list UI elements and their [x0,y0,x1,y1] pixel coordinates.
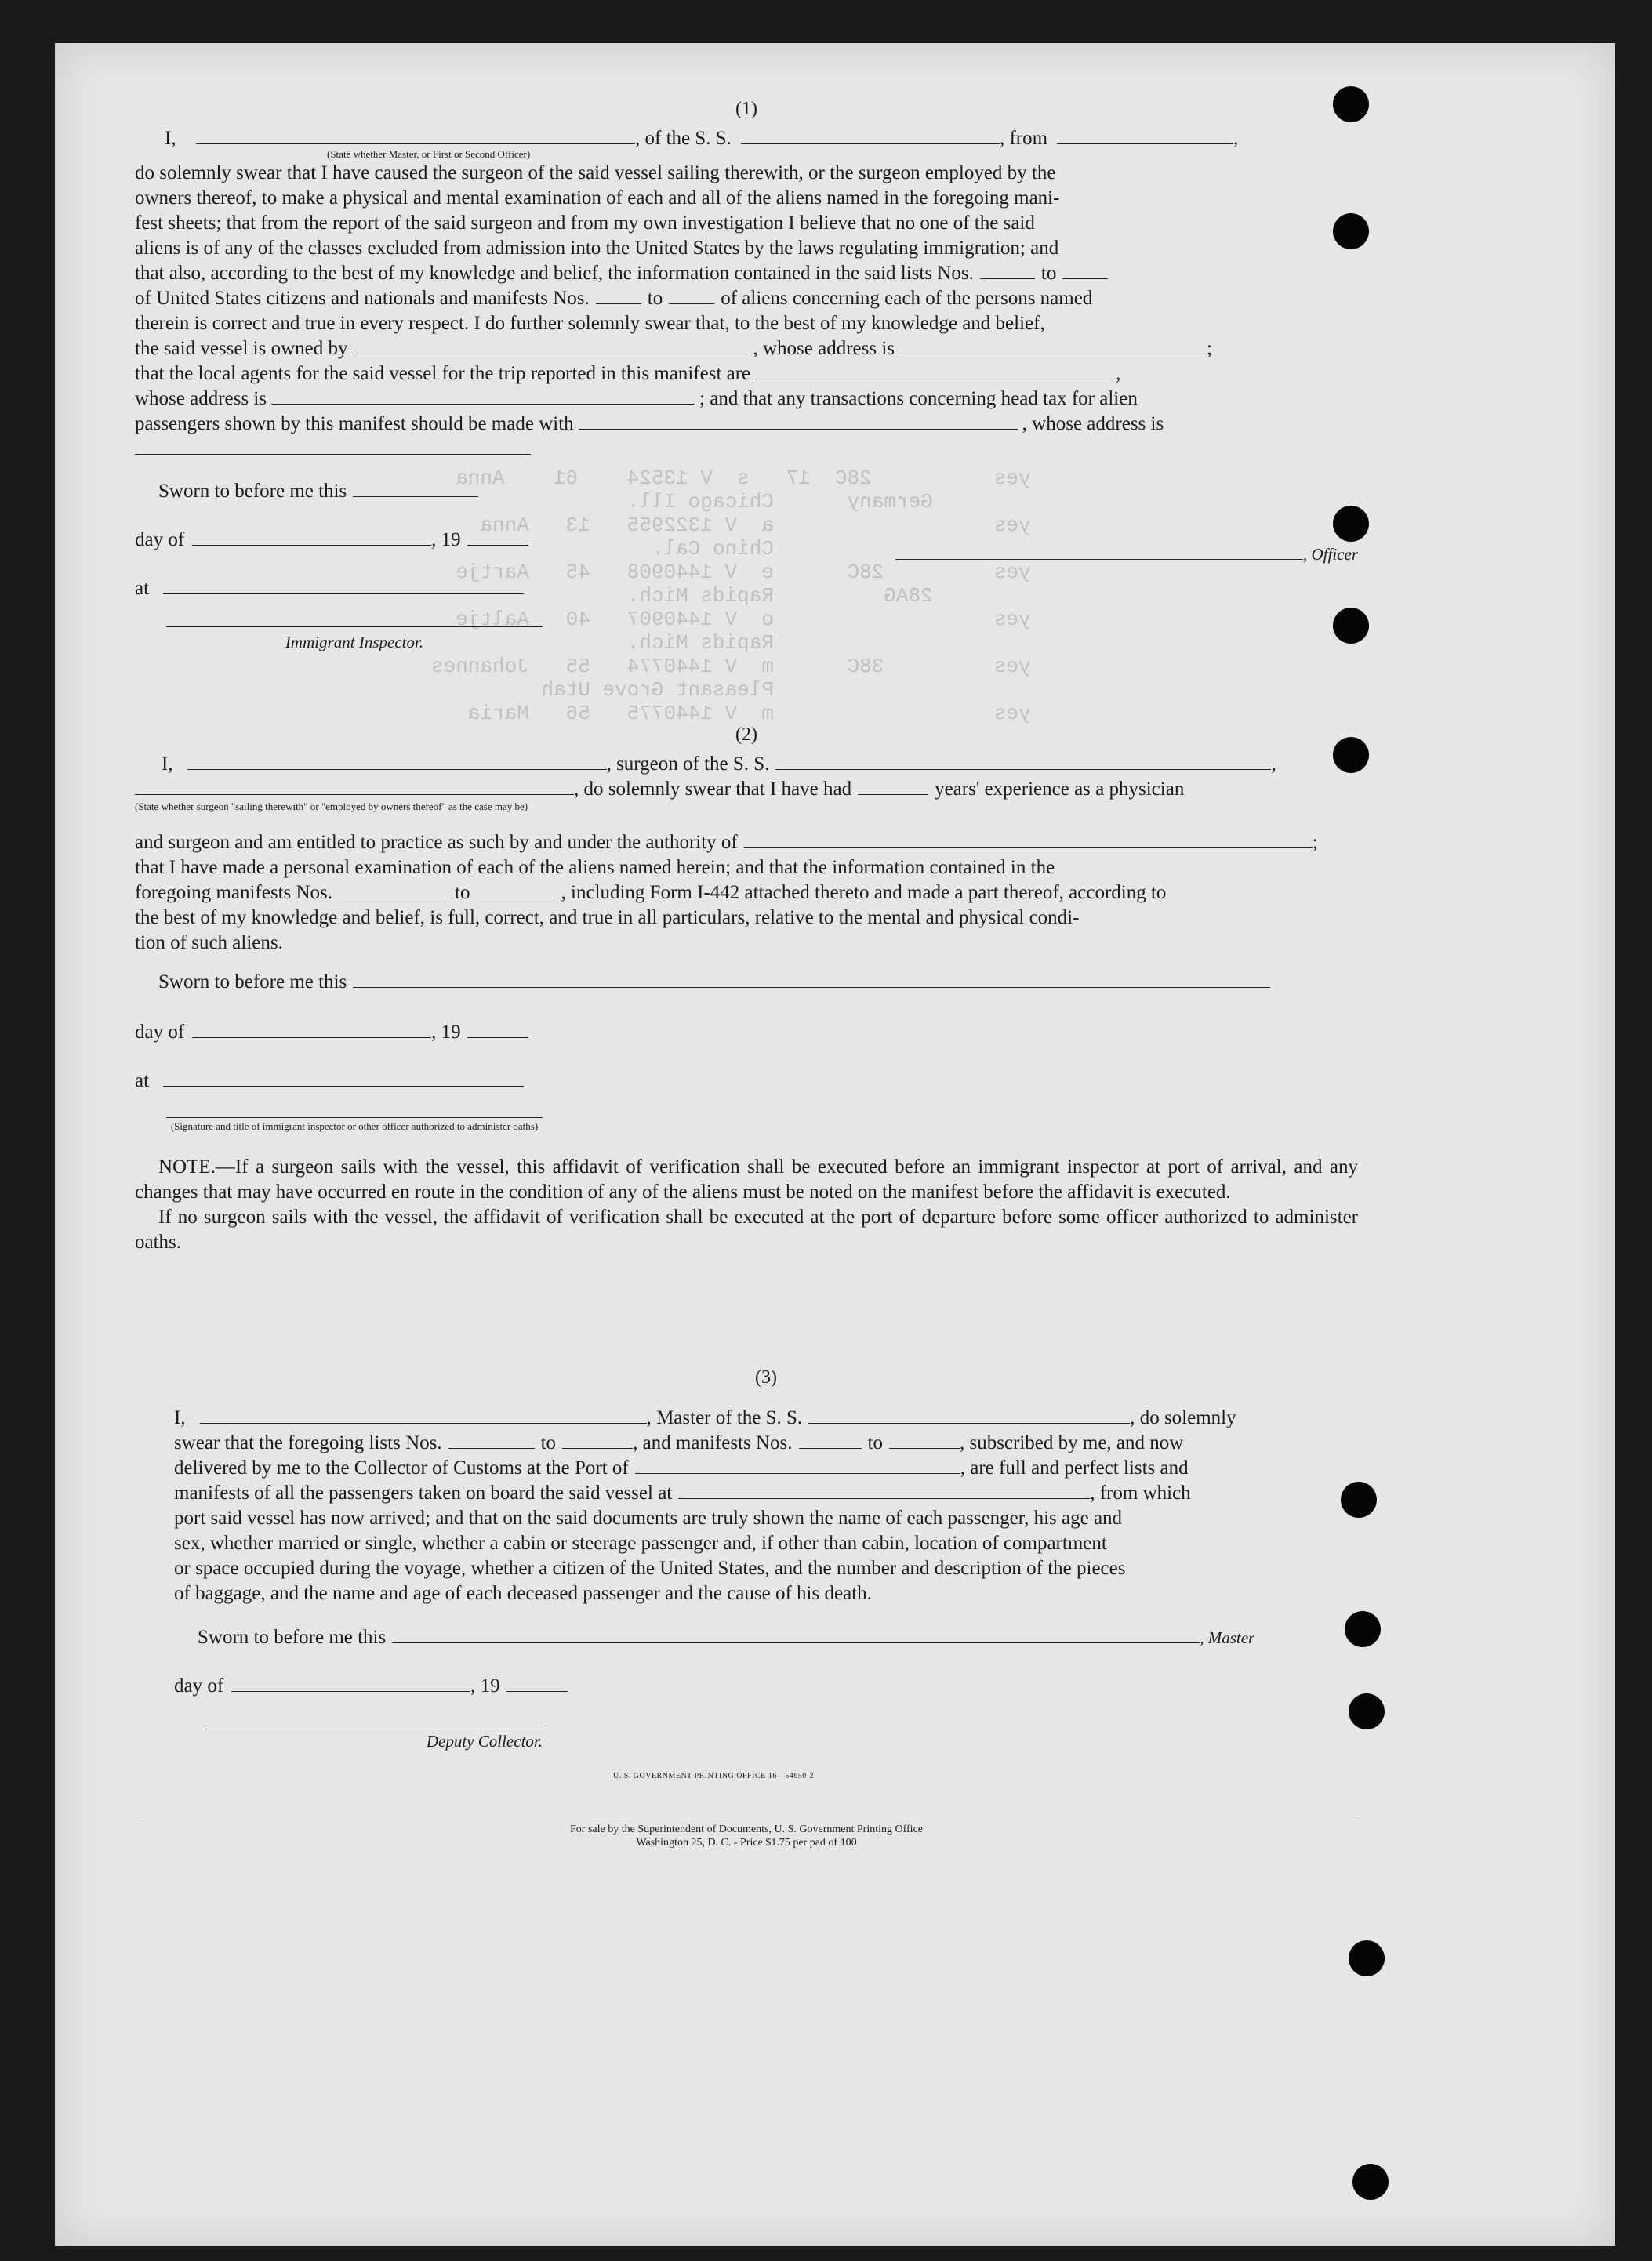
manifests-from-field[interactable] [339,882,448,898]
day-of-line [135,1020,528,1045]
body-text: delivered by me to the Collector of Customs at the Port of [174,1457,629,1479]
lists-from-field[interactable] [980,263,1035,279]
body-line [135,336,1358,361]
body-line [135,830,1358,855]
body-line: the best of my knowledge and belief, is full, correct, and true in all particulars, relative to the mental and physical condi- [135,907,1080,928]
to-label: to [867,1432,883,1454]
day-of-line [135,528,528,553]
collector-port-field[interactable] [635,1457,960,1474]
section-3 [174,1406,1358,1789]
from-port-field[interactable] [1057,128,1233,144]
body-text: , and manifests Nos. [633,1432,793,1454]
day-of-line [174,1674,568,1699]
body-line: port said vessel has now arrived; and that on the said documents are truly shown the name of each passenger, his age and [174,1508,1123,1529]
year-field[interactable] [506,1675,568,1692]
at-line [135,1069,524,1094]
body-line [135,387,1358,412]
body-line [135,880,1358,905]
officer-label: , Officer [1303,545,1358,564]
body-line [135,261,1358,286]
body-line: fest sheets; that from the report of the said surgeon and from my own investigation I believe that no one of the said [135,212,1035,234]
comma: , [1233,128,1239,149]
sworn-day-field[interactable] [353,971,1270,988]
section-1-body [135,161,1358,462]
section-1-line-1 [135,126,1358,151]
surgeon-name-field[interactable] [187,753,607,770]
body-text: , do solemnly [1130,1407,1236,1428]
at-label: at [135,1070,150,1091]
sworn-line [158,970,1270,995]
local-agents-field[interactable] [755,363,1116,379]
sworn-line [198,1625,1254,1650]
lists-to-field[interactable] [562,1432,633,1449]
body-line [135,286,1358,311]
master-name-field[interactable] [200,1407,647,1424]
surgeon-of-ss-label: , surgeon of the S. S. [606,753,770,775]
footer-line-2: Washington 25, D. C. - Price $1.75 per pad of 100 [636,1837,857,1849]
surgeon-status-field[interactable] [135,778,574,795]
manifest-from-field[interactable] [596,288,641,304]
section-3-line-2 [174,1431,1358,1456]
boarding-port-field[interactable] [678,1483,1090,1499]
gpo-imprint: U. S. GOVERNMENT PRINTING OFFICE 16—54650-2 [613,1772,815,1780]
to-label: to [540,1432,557,1454]
manifest-to-field[interactable] [669,288,714,304]
agents-address-field[interactable] [271,388,695,405]
body-text: ; and that any transactions concerning head tax for alien [699,388,1138,409]
body-line: sex, whether married or single, whether a cabin or steerage passenger and, if other than cabin, location of compartment [174,1533,1107,1554]
at-field[interactable] [163,1070,524,1087]
bleed-through-text: yes 28C 17 s V 13524 61 Anna Germany Chicago Ill. yes a V 1322955 13 Anna Chino Cal. yes 28C e V 1440908 45 Aartje 28AG Rapids Mich. yes o V 1440907 40 Aaltje Rapids Mich. yes 38C m V 1440774 55 Johannes Pleasant Grove Utah yes m V 1440775 56 Maria [431,466,1031,725]
section-1-signature-block [135,479,1358,667]
surgeon-caption: (State whether surgeon "sailing therewith" or "employed by owners thereof" as the case may be) [135,800,528,812]
officer-signature-line [895,542,1358,567]
body-text: , are full and perfect lists and [960,1457,1189,1479]
body-line: tion of such aliens. [135,932,283,953]
inspector-signature-field[interactable] [166,1117,543,1118]
master-label: , Master [1200,1628,1255,1647]
section-2-body [135,830,1358,956]
section-3-signature-block [174,1625,1358,1755]
body-text: the said vessel is owned by [135,338,348,359]
year-label: , 19 [431,529,461,550]
body-line [135,437,1358,462]
body-text: years' experience as a physician [935,778,1185,800]
body-text: whose address is [135,388,267,409]
body-text: of United States citizens and nationals and manifests Nos. [135,288,590,309]
note-paragraph-2: If no surgeon sails with the vessel, the affidavit of verification shall be executed at the port of departure before some officer authorized to administer oaths. [135,1207,1358,1253]
section-2-line-2 [135,777,1358,802]
at-label: at [135,578,150,599]
sworn-label: Sworn to before me this [158,971,347,993]
master-of-ss-label: , Master of the S. S. [646,1407,803,1428]
section-3-i: I, [174,1407,186,1428]
at-line [135,576,524,601]
deputy-collector-caption: Deputy Collector. [426,1732,543,1751]
body-line: owners thereof, to make a physical and mental examination of each and all of the aliens named in the foregoing mani- [135,187,1060,209]
body-text: , whose address is [1022,413,1164,434]
day-of-label: day of [174,1675,224,1697]
year-label: , 19 [470,1675,500,1697]
body-line: that I have made a personal examination of each of the aliens named herein; and that the information contained in the [135,857,1055,878]
sworn-day-field[interactable] [353,481,478,497]
section-3-line-1 [174,1406,1358,1431]
body-line: aliens is of any of the classes excluded from admission into the United States by the laws regulating immigration; and [135,238,1059,259]
body-text: , subscribed by me, and now [959,1432,1184,1454]
month-field[interactable] [192,1022,431,1038]
body-text: of aliens concerning each of the persons named [721,288,1093,309]
officer-signature-field[interactable] [895,543,1303,560]
owner-field[interactable] [352,338,748,354]
to-label: to [1040,263,1057,284]
note-paragraph-1: NOTE.—If a surgeon sails with the vessel, this affidavit of verification shall be executed before an immigrant inspector at port of arrival, and any changes that may have occurred en route in the condition of any of the aliens must be noted on the manifest before the affidavit is executed. [135,1156,1358,1203]
body-text: , [1116,363,1121,384]
head-tax-address-field[interactable] [135,438,531,455]
signature-caption: (Signature and title of immigrant inspector or other officer authorized to administer oaths) [170,1120,539,1132]
section-3-line-3 [174,1456,1358,1481]
body-text: swear that the foregoing lists Nos. [174,1432,442,1454]
body-text: foregoing manifests Nos. [135,882,333,903]
month-field[interactable] [231,1675,470,1692]
lists-from-field[interactable] [448,1432,535,1449]
section-3-line-4 [174,1481,1358,1506]
inspector-signature-field[interactable] [166,626,543,627]
punch-hole-10 [1352,2164,1389,2200]
to-label: to [455,882,470,903]
owner-address-field[interactable] [901,338,1207,354]
section-3-body [174,1506,1358,1606]
vessel-name-field[interactable] [741,128,1000,144]
comma: , [1271,753,1276,775]
manifest-verification-page [55,43,1615,2246]
footer [135,1823,1358,1849]
section-2-i: I, [162,753,173,775]
day-of-label: day of [135,529,185,550]
year-field[interactable] [467,529,528,546]
body-text: ; [1312,832,1318,853]
body-text: , do solemnly swear that I have had [574,778,852,800]
to-label: to [647,288,663,309]
section-2-line-1 [135,752,1358,777]
affidavit-content [135,90,1358,1849]
body-text: that the local agents for the said vessel for the trip reported in this manifest are [135,363,751,384]
manifests-from-field[interactable] [799,1432,862,1449]
body-text: manifests of all the passengers taken on board the said vessel at [174,1483,673,1504]
officer-caption: (State whether Master, or First or Second Officer) [327,148,531,160]
body-text: , from which [1090,1483,1191,1504]
body-line [135,412,1358,437]
sworn-day-field[interactable] [392,1627,1200,1643]
lists-to-field[interactable] [1062,263,1108,279]
years-experience-field[interactable] [858,778,928,795]
surgeon-vessel-field[interactable] [775,753,1271,770]
sworn-label: Sworn to before me this [158,481,347,502]
body-line: therein is correct and true in every respect. I do further solemnly swear that, to the best of my knowledge and belief, [135,313,1045,334]
punch-hole-9 [1349,1940,1385,1976]
month-field[interactable] [192,529,431,546]
inspector-caption: Immigrant Inspector. [285,633,424,651]
footer-line-1: For sale by the Superintendent of Documents, U. S. Government Printing Office [570,1824,923,1835]
master-vessel-field[interactable] [808,1407,1130,1424]
head-tax-party-field[interactable] [579,413,1018,430]
of-the-ss-label: , of the S. S. [635,128,732,149]
authority-field[interactable] [744,832,1313,848]
manifests-to-field[interactable] [889,1432,960,1449]
body-text: ; [1207,338,1212,359]
manifests-to-field[interactable] [477,882,555,898]
body-line: or space occupied during the voyage, whether a citizen of the United States, and the number and description of the pieces [174,1558,1126,1579]
year-label: , 19 [431,1022,461,1043]
section-2-signature-block [135,964,1358,1144]
body-text: passengers shown by this manifest should be made with [135,413,574,434]
body-line [135,361,1358,387]
section-2-number: (2) [735,724,757,745]
body-text: , including Form I-442 attached thereto and made a part thereof, according to [561,882,1167,903]
day-of-label: day of [135,1022,185,1043]
from-label: , from [999,128,1048,149]
body-text: and surgeon and am entitled to practice as such by and under the authority of [135,832,738,853]
note-block [135,1155,1358,1255]
sworn-line [158,479,478,504]
body-line: of baggage, and the name and age of each deceased passenger and the cause of his death. [174,1583,872,1604]
section-3-number: (3) [755,1367,777,1388]
at-field[interactable] [163,578,524,594]
officer-name-field[interactable] [196,128,635,144]
body-line: do solemnly swear that I have caused the surgeon of the said vessel sailing therewith, or the surgeon employed by the [135,162,1056,183]
year-field[interactable] [467,1022,528,1038]
section-1-i: I, [165,128,176,149]
body-text: , whose address is [753,338,895,359]
body-text: that also, according to the best of my knowledge and belief, the information contained in the said lists Nos. [135,263,974,284]
section-1-number: (1) [735,99,757,119]
sworn-label: Sworn to before me this [198,1627,387,1648]
